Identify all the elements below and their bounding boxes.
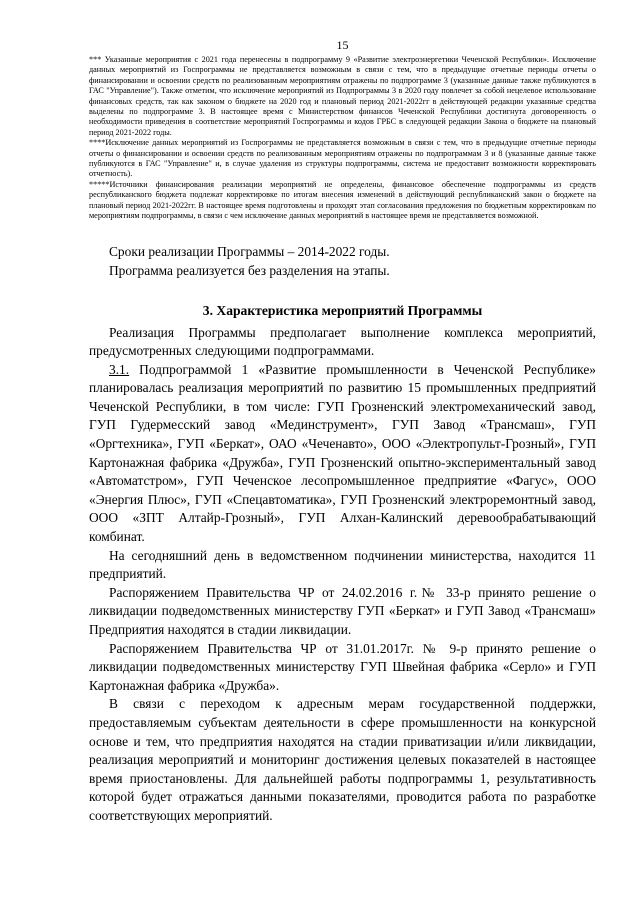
footnote-quad-star: ****Исключение данных мероприятий из Госпрограммы не представляется возможным в связи с тем, что в предыдущие отчетные периоды отчеты о финансировании и освоении средств по реализованным мероприятиям отражены по подпрограммам 3 и 8 (указанные данные также публикуются в ГАС "Управление" и, в случае удаления из структуры подпрограммы, система не предоставит возможности корректировать отчетность). xyxy=(89,138,596,179)
page-number: 15 xyxy=(336,38,349,52)
program-meta xyxy=(89,242,596,280)
paragraph-enterprises-count: На сегодняшний день в ведомственном подчинении министерства, находится 11 предприятий. xyxy=(89,547,596,582)
footnotes xyxy=(89,55,596,222)
footnote-triple-star: *** Указанные мероприятия с 2021 года перенесены в подпрограмму 9 «Развитие электроэнергетики Чеченской Республики». Исключение данных мероприятий из Госпрограммы не представляется возможным в связи с тем, что в предыдущие отчетные периоды отчеты о финансировании и освоении средств по реализованным мероприятиям отражены по подпрограмме 3 (указанные данные также публикуются в ГАС "Управление"). Также отметим, что исключение мероприятий из Подпрограммы 3 в 2020 году повлечет за собой нецелевое использование финансовых средств, так как законом о бюджете на 2020 год и плановый период 2021-2022гг в действующей редакции указанные средства выделены по подпрограмме 3. В настоящее время с Министерством финансов Чеченской Республики достигнута договоренность о необходимости приведения в соответствие мероприятий Госпрограммы и кодов ГРБС в следующей редакции Закона о бюджете на плановый период 2021-2022 годы. xyxy=(89,55,596,137)
intro-paragraph: Реализация Программы предполагает выполнение комплекса мероприятий, предусмотренных следующими подпрограммами. xyxy=(89,324,596,359)
paragraph-decree-2017: Распоряжением Правительства ЧР от 31.01.2017г. № 9-р принято решение о ликвидации подведомственных министерству ГУП Швейная фабрика «Серло» и ГУП Картонажная фабрика «Дружба». xyxy=(89,640,596,693)
program-stages: Программа реализуется без разделения на этапы. xyxy=(109,262,390,278)
program-terms: Сроки реализации Программы – 2014-2022 годы. xyxy=(109,243,390,259)
footnote-five-star: *****Источники финансирования реализации мероприятий не определены, финансовое обеспечение подпрограммы из средств республиканского бюджета подлежат корректировке по итогам внесения изменений в действующий республиканский закон о бюджете на плановый период 2021-2022гг. В настоящее время подготовлены и проходят этап согласования предложения по бюджетным корректировкам по мероприятиям подпрограммы, в связи с чем исключение данных мероприятий в настоящее время не представляется возможной. xyxy=(89,179,596,221)
subprogram-number: 3.1. xyxy=(109,361,130,377)
section-heading: 3. Характеристика мероприятий Программы xyxy=(202,302,483,318)
section-body xyxy=(89,324,596,826)
subprogram-paragraph xyxy=(89,361,596,547)
subprogram-text: Подпрограммой 1 «Развитие промышленности в Чеченской Республике» планировалась реализация мероприятий по развитию 15 промышленных предприятий Чеченской Республики, в том числе: ГУП Грозненский электромеханический завод, ГУП Гудермесский завод «Мединструмент», ГУП Завод «Трансмаш», ГУП «Оргтехника», ГУП «Беркат», ОАО «Чеченавто», ООО «Электропульт-Грозный», ГУП Картонажная фабрика «Дружба», ГУП Грозненский опытно-экспериментальный завод «Автоматстром», ГУП Чеченское лесопромышленное предприятие «Фагус», ООО «Энергия Плюс», ГУП «Спецавтоматика», ГУП Грозненский электроремонтный завод, ООО «ЗПТ Алтайр-Грозный», ГУП Алхан-Калинский деревообрабатывающий комбинат. xyxy=(89,361,596,545)
paragraph-decree-2016: Распоряжением Правительства ЧР от 24.02.2016 г.№ 33-р принято решение о ликвидации подведомственных министерству ГУП «Беркат» и ГУП Завод «Трансмаш» Предприятия находятся в стадии ликвидации. xyxy=(89,584,596,637)
paragraph-support-measures: В связи с переходом к адресным мерам государственной поддержки, предоставляемым субъектам деятельности в сфере промышленности на конкурсной основе и тем, что предприятия находятся на стадии приватизации и/или ликвидации, реализация мероприятий и мониторинг достижения целевых показателей в настоящее время приостановлены. Для дальнейшей работы подпрограммы 1, результативность которой будет отражаться данными показателями, проводится работа по разработке соответствующих мероприятий. xyxy=(89,696,596,823)
